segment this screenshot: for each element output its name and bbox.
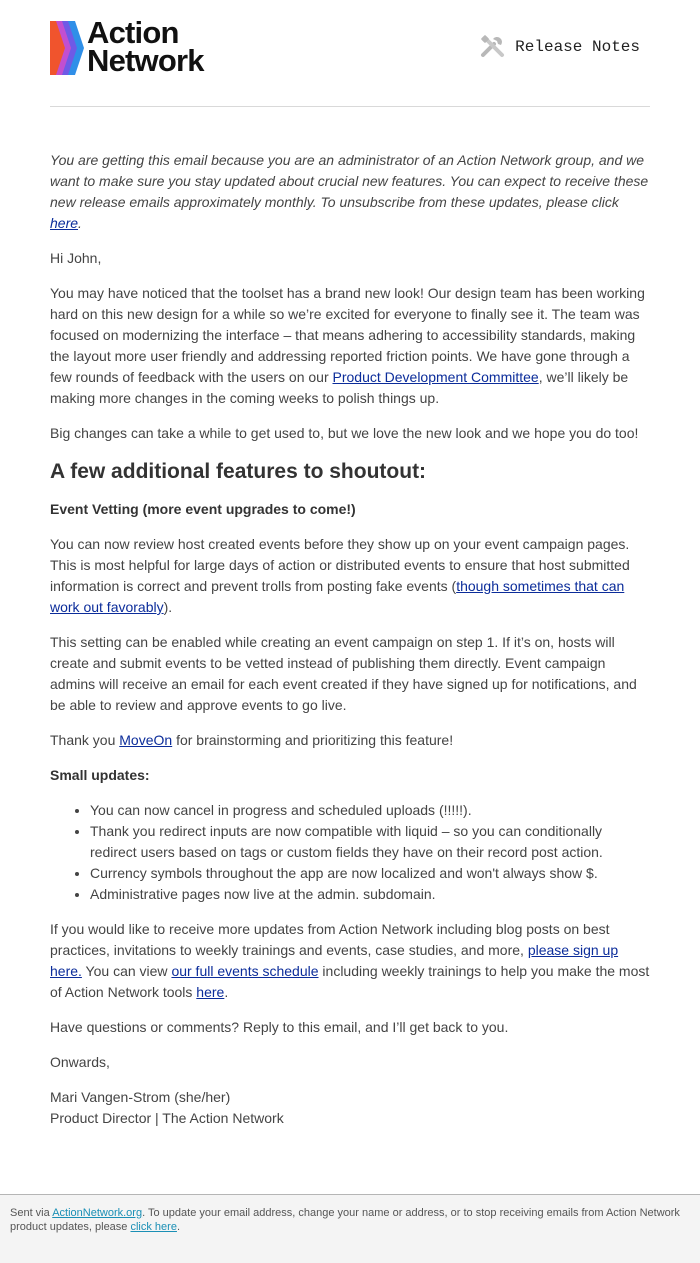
logo-line-2: Network [87, 43, 204, 78]
intro-text: You are getting this email because you are an administrator of an Action Network group, and we want to make sure you stay updated about crucial new features. You can expect to receive these new release emails approximately monthly. To unsubscribe from these updates, please click [50, 152, 649, 210]
closing: Onwards, [50, 1054, 110, 1070]
footer-text-2: . To update your email address, change your name or address, or to stop receiving emails from Action Network product updates, please [10, 1207, 680, 1233]
email-header [50, 0, 650, 107]
signature-title: Product Director | The Action Network [50, 1110, 284, 1126]
intro-paragraph [50, 150, 650, 234]
email-body [50, 0, 650, 1129]
event-vetting-title: Event Vetting (more event upgrades to come!) [50, 501, 356, 517]
email-content [50, 107, 650, 1129]
list-item: • Currency symbols throughout the app are now localized and won't always show $. [90, 863, 650, 884]
intro-end: . [78, 215, 82, 231]
paragraph-big-changes: Big changes can take a while to get used to, but we love the new look and we hope you do too! [50, 425, 639, 441]
action-network-logo [50, 15, 230, 78]
more-updates-text-2: You can view [81, 963, 172, 979]
thank-you-end: for brainstorming and prioritizing this feature! [172, 732, 454, 748]
event-vetting-paragraph-1 [50, 534, 650, 618]
sign-up-link[interactable]: please sign up here. [50, 942, 619, 979]
footer-text-3: . [176, 1221, 181, 1233]
tools-here-link[interactable]: here [196, 984, 225, 1000]
redesign-end: , we’ll likely be making more changes in the coming weeks to polish things up. [50, 369, 629, 406]
more-updates-text-3: including weekly trainings to help you make the most of Action Network tools [50, 963, 650, 1000]
release-notes-text: Release Notes [515, 38, 640, 56]
signature [50, 1087, 650, 1129]
product-development-committee-link[interactable]: Product Development Committee [332, 369, 539, 385]
logo-line-1: Action [87, 15, 179, 50]
features-heading: A few additional features to shoutout: [50, 460, 427, 483]
paragraph-redesign [50, 283, 650, 409]
event-vetting-text: You can now review host created events before they show up on your event campaign pages. This is most helpful for large days of action or distributed events to ensure that host submitted information is correct and prevent trolls from posting fake events ( [50, 536, 630, 594]
footer-click-here-link[interactable]: click here [130, 1221, 177, 1233]
events-schedule-link[interactable]: our full events schedule [171, 963, 319, 979]
list-item: • You can now cancel in progress and scheduled uploads (!!!!!). [90, 800, 650, 821]
moveon-link[interactable]: MoveOn [119, 732, 173, 748]
tools-icon [480, 34, 506, 60]
logo-wordmark [87, 15, 204, 78]
list-item: • Thank you redirect inputs are now compatible with liquid – so you can conditionally redirect users based on tags or custom fields they have on their record post action. [90, 821, 650, 863]
list-item: • Administrative pages now live at the admin. subdomain. [90, 884, 650, 905]
redesign-text: You may have noticed that the toolset has a brand new look! Our design team has been working hard on this new design for a while so we’re excited for everyone to finally see it. The team was focused on modernizing the interface – that means adhering to accessibility standards, making the layout more user friendly and addressing reported friction points. We have gone through a few rounds of feedback with the users on our [50, 285, 645, 385]
small-updates-list [50, 800, 650, 905]
footer-text [0, 1195, 700, 1234]
event-vetting-paragraph-2: This setting can be enabled while creating an event campaign on step 1. If it’s on, hosts will create and submit events to be vetted instead of publishing them directly. Event campaign admins will receive an email for each event created if they have signed up for notifications, and be able to review and approve events to go live. [50, 634, 637, 713]
release-notes-label [480, 34, 640, 60]
work-out-favorably-link[interactable]: though sometimes that can work out favorably [50, 578, 625, 615]
more-updates-paragraph [50, 919, 650, 1003]
more-updates-text-4: . [224, 984, 229, 1000]
thank-you-start: Thank you [50, 732, 120, 748]
email-footer [0, 1194, 700, 1263]
thank-you-paragraph [50, 730, 650, 751]
questions-paragraph: Have questions or comments? Reply to this email, and I’ll get back to you. [50, 1019, 509, 1035]
event-vetting-end: ). [163, 599, 173, 615]
greeting: Hi John, [50, 250, 102, 266]
small-updates-title: Small updates: [50, 767, 150, 783]
actionnetwork-link[interactable]: ActionNetwork.org [52, 1207, 143, 1219]
unsubscribe-link[interactable]: here [50, 215, 79, 231]
signature-name: Mari Vangen-Strom (she/her) [50, 1089, 231, 1105]
logo-chevrons-icon [50, 21, 86, 75]
more-updates-text-1: If you would like to receive more updates from Action Network including blog posts on best practices, invitations to weekly trainings and events, case studies, and more, [50, 921, 610, 958]
footer-text-1: Sent via [10, 1207, 53, 1219]
